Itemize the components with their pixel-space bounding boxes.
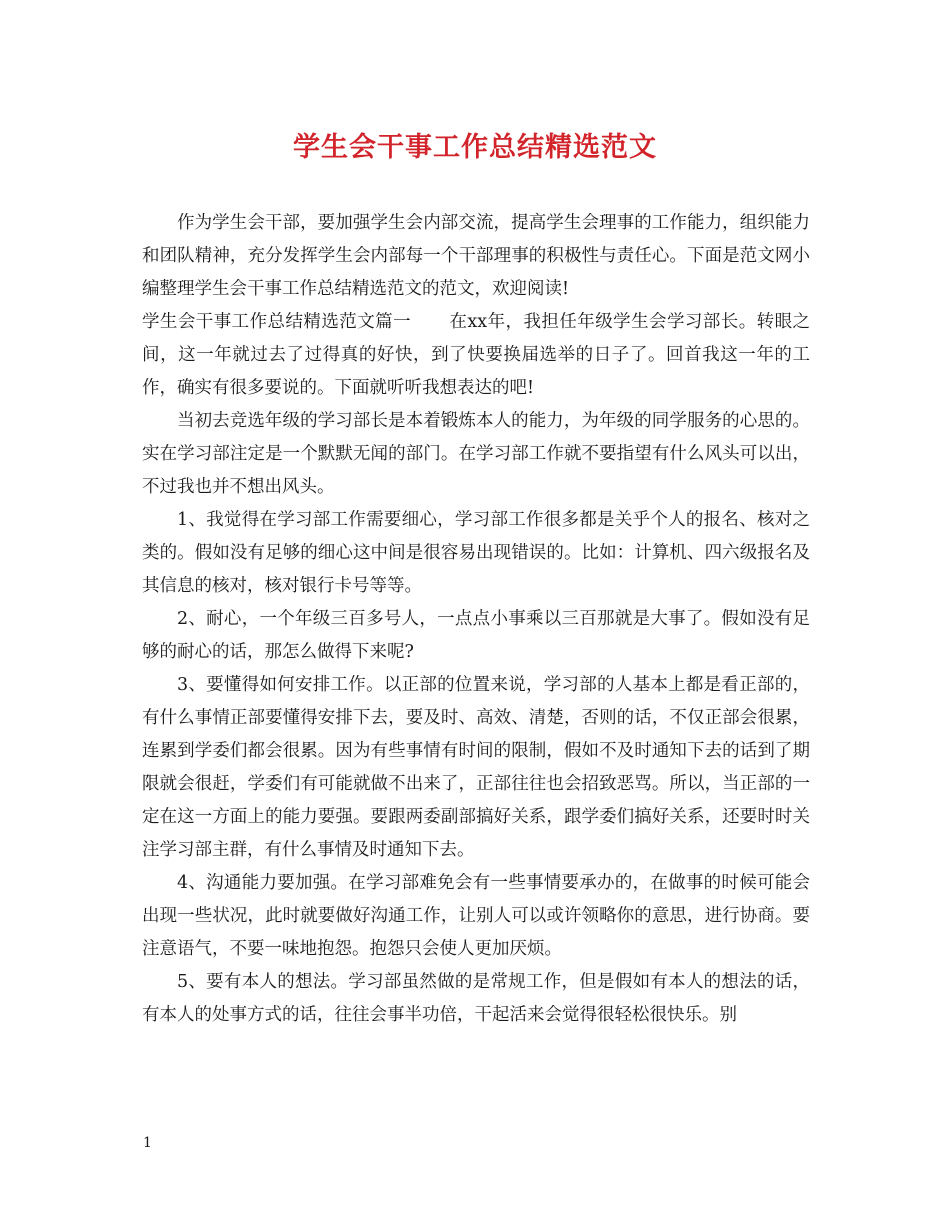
document-title: 学生会干事工作总结精选范文: [293, 132, 657, 163]
intro-paragraph: 作为学生会干部，要加强学生会内部交流，提高学生会理事的工作能力，组织能力和团队精神，充分发挥学生会内部每一个干部理事的积极性与责任心。下面是范文网小编整理学生会干事工作总结精选范文的范文，欢迎阅读!: [142, 213, 810, 299]
body-paragraph: 3、要懂得如何安排工作。以正部的位置来说，学习部的人基本上都是看正部的，有什么事情正部要懂得安排下去，要及时、高效、清楚，否则的话，不仅正部会很累，连累到学委们都会很累。因为有些事情有时间的限制，假如不及时通知下去的话到了期限就会很赶，学委们有可能就做不出来了，正部往往也会招致恶骂。所以，当正部的一定在这一方面上的能力要强。要跟两委副部搞好关系，跟学委们搞好关系，还要时时关注学习部主群，有什么事情及时通知下去。: [142, 675, 810, 860]
body-paragraph: 5、要有本人的想法。学习部虽然做的是常规工作，但是假如有本人的想法的话，有本人的处事方式的话，往往会事半功倍，干起活来会觉得很轻松很快乐。别: [142, 972, 810, 1025]
body-paragraph: 4、沟通能力要加强。在学习部难免会有一些事情要承办的，在做事的时候可能会出现一些状况，此时就要做好沟通工作，让别人可以或许领略你的意思，进行协商。要注意语气，不要一味地抱怨。抱怨只会使人更加厌烦。: [142, 873, 810, 959]
section-first-paragraph: [142, 306, 810, 405]
document-body: [142, 207, 810, 1032]
body-paragraph: 1、我觉得在学习部工作需要细心，学习部工作很多都是关乎个人的报名、核对之类的。假如没有足够的细心这中间是很容易出现错误的。比如：计算机、四六级报名及其信息的核对，核对银行卡号等等。: [142, 510, 810, 596]
page-number: 1: [143, 1135, 152, 1151]
section-heading: 学生会干事工作总结精选范文篇一: [142, 312, 412, 332]
body-paragraph: 2、耐心，一个年级三百多号人，一点点小事乘以三百那就是大事了。假如没有足够的耐心的话，那怎么做得下来呢?: [142, 609, 810, 662]
section-opening-text: 在xx年，我担任年级学生会学习部长。转眼之间，这一年就过去了过得真的好快，到了快要换届选举的日子了。回首我这一年的工作，确实有很多要说的。下面就听听我想表达的吧!: [142, 312, 810, 398]
body-paragraph: 当初去竞选年级的学习部长是本着锻炼本人的能力，为年级的同学服务的心思的。实在学习部注定是一个默默无闻的部门。在学习部工作就不要指望有什么风头可以出，不过我也并不想出风头。: [142, 411, 810, 497]
